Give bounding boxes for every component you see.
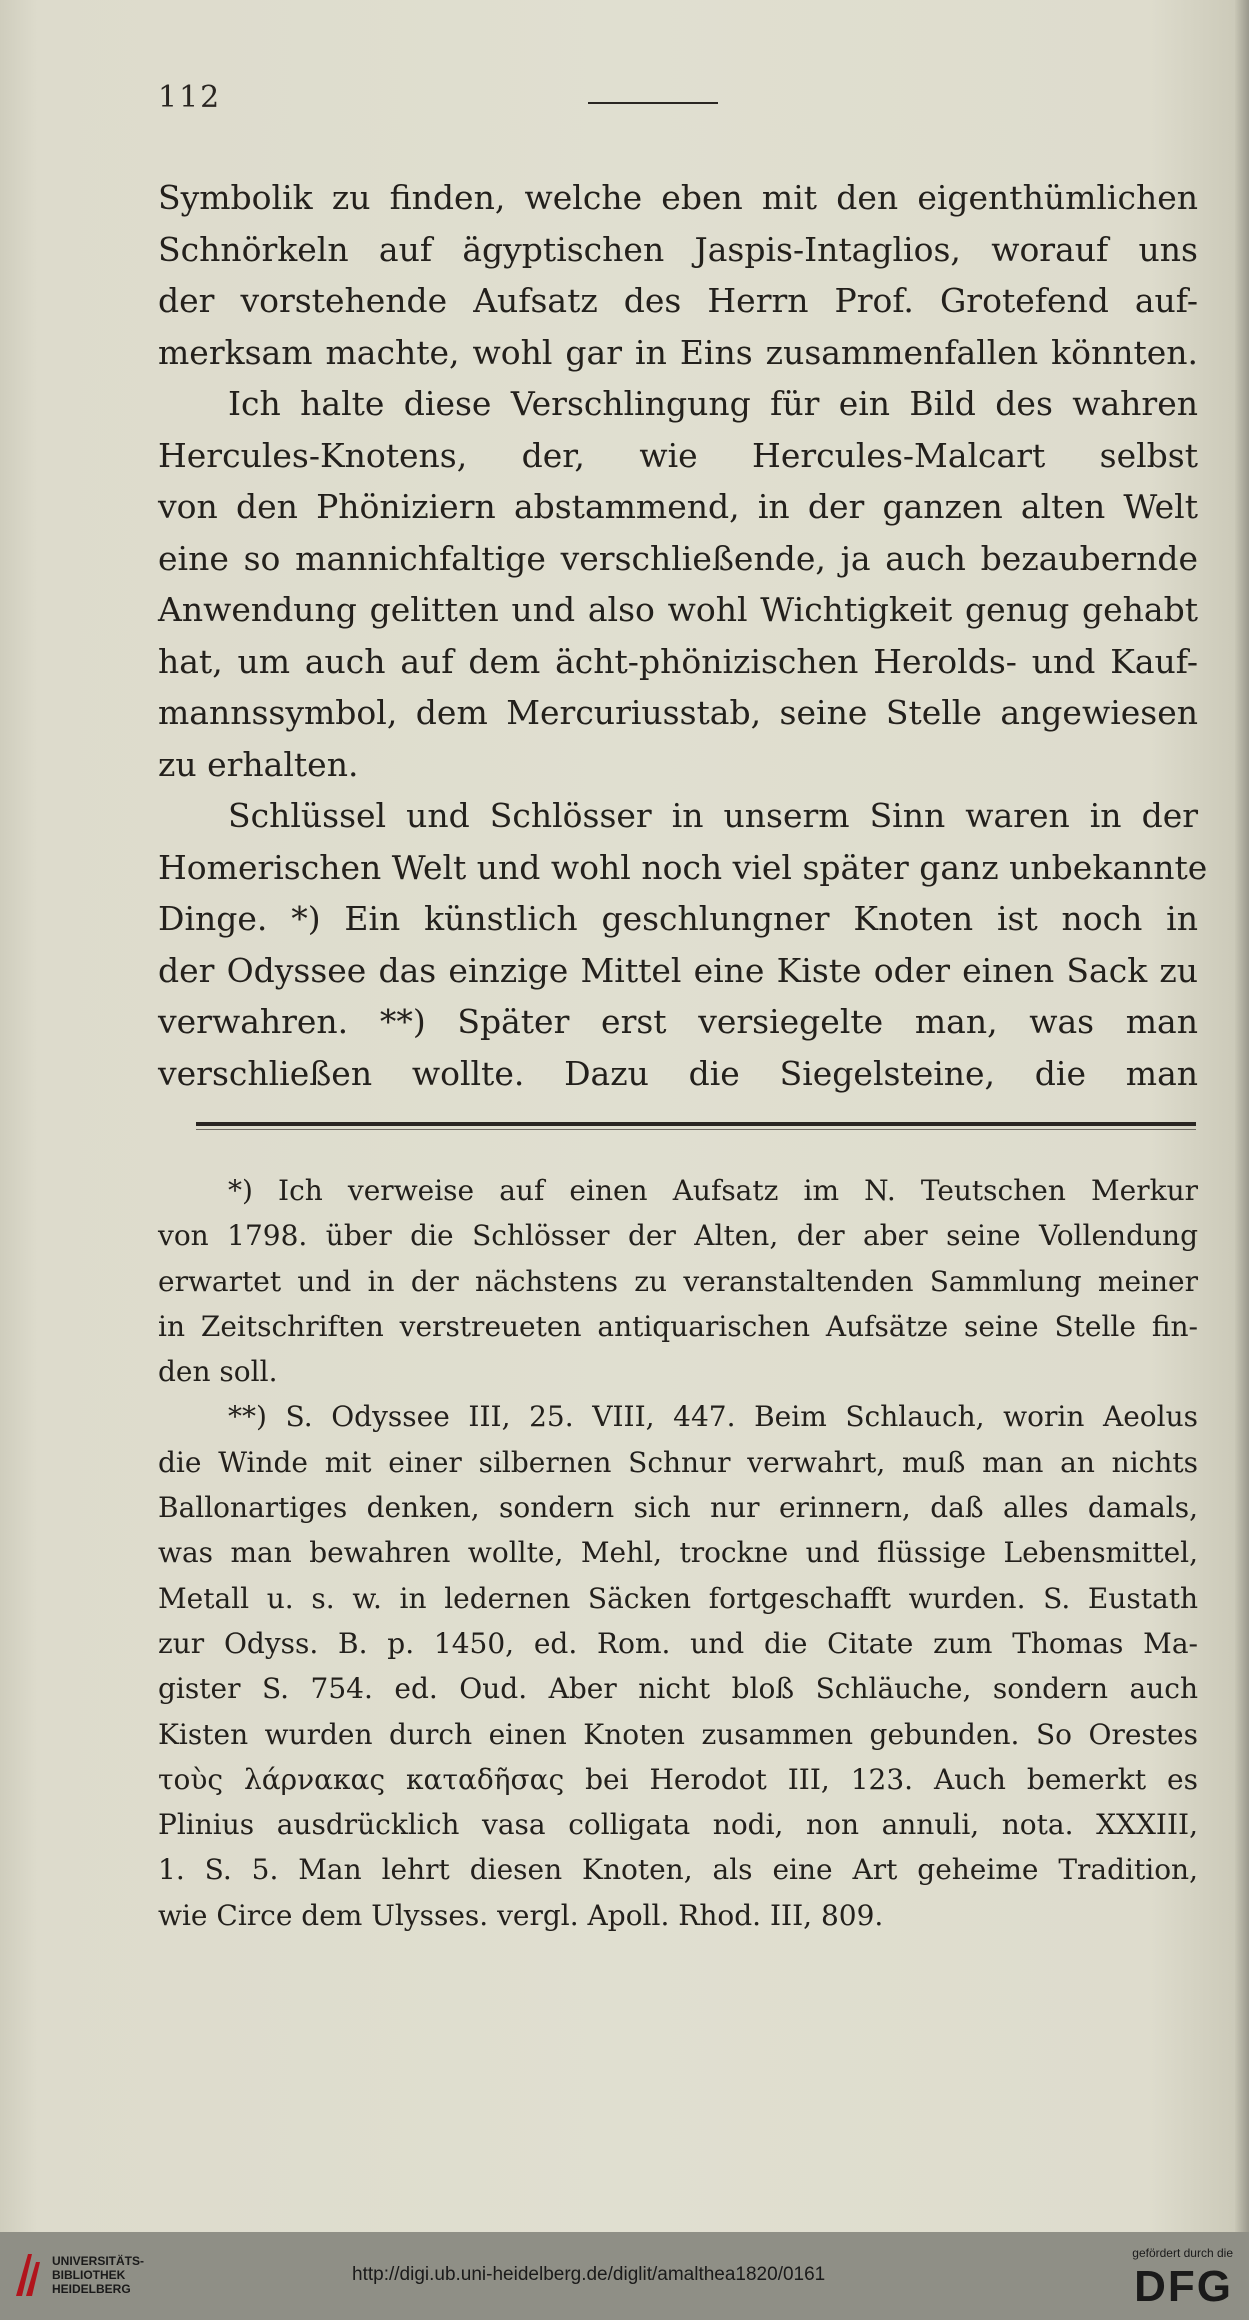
text-line: verschließen wollte. Dazu die Siegelsteine, die man [158,1053,1198,1093]
page-edge [1235,0,1249,2232]
text-line: Schlüssel und Schlösser in unserm Sinn waren in der [228,796,1198,835]
dfg-logo: DFG [1134,2262,1233,2311]
text-line: Hercules-Knotens, der, wie Hercules-Malcart selbst [158,435,1198,475]
text-line: mannssymbol, dem Mercuriusstab, seine Stelle angewiesen [158,693,1198,732]
footnotes [158,1168,1198,1938]
funded-by-label: gefördert durch die [1132,2246,1233,2260]
footnote-line: in Zeitschriften verstreueten antiquarischen Aufsätze seine Stelle fin- [158,1309,1198,1343]
footnote-line: von 1798. über die Schlösser der Alten, der aber seine Vollendung [158,1219,1198,1253]
footnote-line: Plinius ausdrücklich vasa colligata nodi, non annuli, nota. XXXIII, [158,1808,1198,1842]
text-line: Ich halte diese Verschlingung für ein Bild des wahren [228,384,1198,423]
text-line: der Odyssee das einzige Mittel eine Kiste oder einen Sack zu [158,950,1198,990]
text-line: Homerischen Welt und wohl noch viel später ganz unbekannte [158,847,1208,887]
text-line: Dinge. *) Ein künstlich geschlungner Knoten ist noch in [158,899,1198,938]
footnote-line: Ballonartiges denken, sondern sich nur erinnern, daß alles damals, [158,1491,1198,1525]
footnote-line: τοὺς λάρνακας καταδῆσας bei Herodot III, 123. Auch bemerkt es [158,1762,1198,1796]
text-line: zu erhalten. [158,744,359,784]
text-line: verwahren. **) Später erst versiegelte man, was man [158,1002,1198,1041]
page-header [158,80,1188,120]
text-line: merksam machte, wohl gar in Eins zusammenfallen könnten. [158,332,1198,372]
footnote-divider-thin [196,1129,1196,1130]
footnote-divider [196,1122,1196,1126]
text-line: Schnörkeln auf ägyptischen Jaspis-Intaglios, worauf uns [158,229,1198,269]
university-library-logo-icon [14,2252,44,2298]
header-rule [588,102,718,104]
footnote-line: zur Odyss. B. p. 1450, ed. Rom. und die Citate zum Thomas Ma- [158,1626,1198,1660]
viewer-footer [0,2232,1249,2320]
library-name-line: BIBLIOTHEK [52,2268,126,2282]
text-line: hat, um auch auf dem ächt-phönizischen Herolds- und Kauf- [158,641,1198,681]
footnote-line: *) Ich verweise auf einen Aufsatz im N. Teutschen Merkur [228,1174,1198,1207]
text-line: der vorstehende Aufsatz des Herrn Prof. Grotefend auf- [158,281,1198,320]
footnote-line: Metall u. s. w. in ledernen Säcken fortgeschafft wurden. S. Eustath [158,1581,1198,1615]
footnote-line: was man bewahren wollte, Mehl, trockne und flüssige Lebensmittel, [158,1536,1198,1570]
footnote-line: **) S. Odyssee III, 25. VIII, 447. Beim Schlauch, worin Aeolus [228,1400,1198,1434]
library-name-line: UNIVERSITÄTS- [52,2254,145,2268]
permalink-url[interactable]: http://digi.ub.uni-heidelberg.de/diglit/amalthea1820/0161 [352,2264,826,2285]
page-number: 112 [158,80,222,115]
footnote-line: Kisten wurden durch einen Knoten zusammen gebunden. So Orestes [158,1717,1198,1751]
footnote-line: 1. S. 5. Man lehrt diesen Knoten, als eine Art geheime Tradition, [158,1853,1198,1887]
text-line: von den Phöniziern abstammend, in der ganzen alten Welt [158,487,1198,526]
footnote-line: wie Circe dem Ulysses. vergl. Apoll. Rhod. III, 809. [158,1898,884,1932]
text-line: Symbolik zu finden, welche eben mit den eigenthümlichen [158,178,1198,217]
text-line: Anwendung gelitten und also wohl Wichtigkeit genug gehabt [158,590,1198,629]
main-text [158,172,1208,1099]
library-name-line: HEIDELBERG [52,2282,131,2296]
library-name [52,2254,144,2296]
footnote-line: die Winde mit einer silbernen Schnur verwahrt, muß man an nichts [158,1445,1198,1479]
footnote-line: den soll. [158,1355,278,1389]
footnote-line: gister S. 754. ed. Oud. Aber nicht bloß Schläuche, sondern auch [158,1672,1198,1706]
footnote-line: erwartet und in der nächstens zu veranstaltenden Sammlung meiner [158,1264,1198,1298]
text-line: eine so mannichfaltige verschließende, ja auch bezaubernde [158,538,1198,578]
